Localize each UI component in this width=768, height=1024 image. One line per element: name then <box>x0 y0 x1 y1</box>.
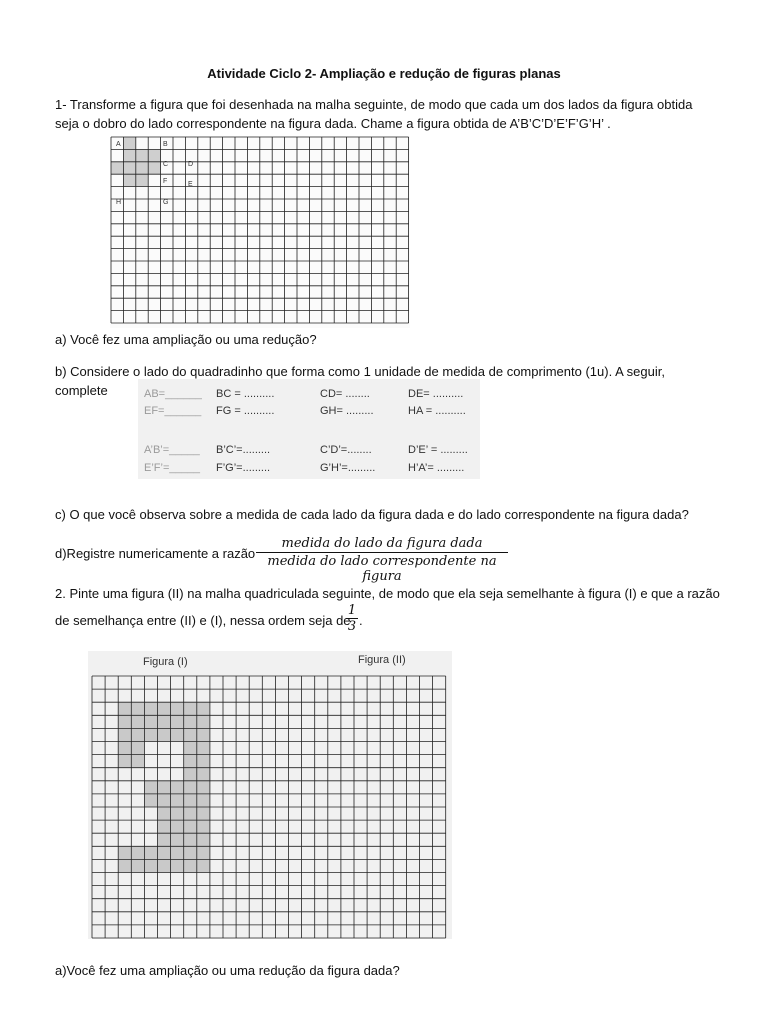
measure-bc: BC = .......... <box>216 388 275 400</box>
q1-text-line1: 1- Transforme a figura que foi desenhada na malha seguinte, de modo que cada um dos lados da figura obtida <box>55 97 693 112</box>
figure-1-cell <box>184 728 197 741</box>
q1-d-prefix: d)Registre numericamente a razão <box>55 546 256 561</box>
figure-1-cell <box>184 794 197 807</box>
figure-1-cell <box>197 715 210 728</box>
figure-1-cell <box>171 807 184 820</box>
measure-ab: AB=______ <box>144 388 202 400</box>
page-title: Atividade Ciclo 2- Ampliação e redução de figuras planas <box>207 66 561 81</box>
q1-c: c) O que você observa sobre a medida de cada lado da figura dada e do lado correspondente na figura dada? <box>55 507 689 522</box>
grid-label-e: E <box>188 181 193 188</box>
figure-1-cell <box>171 794 184 807</box>
figure-1-cell <box>158 859 171 872</box>
figure-1-cell <box>171 833 184 846</box>
figure-1-cell <box>131 859 144 872</box>
figure-1-cell <box>158 702 171 715</box>
figure-1-cell <box>184 833 197 846</box>
figure-1-cell <box>171 715 184 728</box>
grid-label-f: F <box>163 178 168 185</box>
figure-1-label: Figura (I) <box>143 656 188 668</box>
figure-1-cell <box>197 781 210 794</box>
grid-2-svg <box>88 651 452 939</box>
figure-1-cell <box>144 846 157 859</box>
ratio-end: . <box>359 613 363 628</box>
figure-1-cell <box>144 728 157 741</box>
shaded-cell <box>136 174 148 186</box>
figure-1-cell <box>197 794 210 807</box>
figure-1-cell <box>118 742 131 755</box>
figure-1-cell <box>184 807 197 820</box>
figure-1-cell <box>158 820 171 833</box>
figure-1-cell <box>184 768 197 781</box>
grid-label-b: B <box>163 141 168 148</box>
shaded-cell <box>136 162 148 174</box>
figure-2-label: Figura (II) <box>358 654 406 666</box>
figure-1-cell <box>171 702 184 715</box>
figure-1-cell <box>184 846 197 859</box>
ratio-one-third <box>346 603 358 634</box>
grid-label-a: A <box>116 141 121 148</box>
figure-1-cell <box>171 859 184 872</box>
measure-de: DE= .......... <box>408 388 464 400</box>
figure-1-cell <box>184 781 197 794</box>
figure-1-cell <box>131 755 144 768</box>
measure-bc-prime: B’C’=......... <box>216 444 271 456</box>
figure-1-cell <box>197 702 210 715</box>
figure-1-cell <box>158 728 171 741</box>
grid-label-c: C <box>163 161 169 168</box>
figure-1-cell <box>184 859 197 872</box>
grid-label-h: H <box>116 199 122 206</box>
figure-1-cell <box>171 781 184 794</box>
ratio-den: 3 <box>347 619 357 634</box>
measure-cd-prime: C’D’=........ <box>320 444 372 456</box>
ratio-numerator: medida do lado da figura dada <box>281 536 483 551</box>
figure-1-cell <box>118 702 131 715</box>
measure-fg-prime: F’G’=......... <box>216 462 271 474</box>
measure-gh-prime: G’H’=......... <box>320 462 376 474</box>
figure-1-cell <box>171 846 184 859</box>
figure-1-cell <box>184 755 197 768</box>
grid-label-d: D <box>188 161 194 168</box>
figure-1-cell <box>171 820 184 833</box>
grid-1 <box>110 136 410 328</box>
ratio-num: 1 <box>347 603 357 618</box>
figure-1-cell <box>158 833 171 846</box>
q1-b-line1: b) Considere o lado do quadradinho que forma como 1 unidade de medida de comprimento (1u). A seguir, <box>55 364 665 379</box>
shaded-cell <box>123 149 135 161</box>
shaded-cell <box>123 174 135 186</box>
ratio-fraction <box>256 536 508 584</box>
ratio-denominator: medida do lado correspondente na figura <box>267 554 497 584</box>
shaded-cell <box>148 162 160 174</box>
figure-1-cell <box>158 846 171 859</box>
figure-1-cell <box>184 820 197 833</box>
q1-a: a) Você fez uma ampliação ou uma redução? <box>55 332 317 347</box>
figure-1-cell <box>197 833 210 846</box>
measure-ef-prime: E’F’=_____ <box>144 462 200 474</box>
measure-cd: CD= ........ <box>320 388 370 400</box>
figure-1-cell <box>131 715 144 728</box>
shaded-cell <box>123 137 135 149</box>
figure-1-cell <box>118 846 131 859</box>
q2-text-line1: 2. Pinte uma figura (II) na malha quadriculada seguinte, de modo que ela seja semelhante à figura (I) e que a razão <box>55 586 720 601</box>
figure-1-cell <box>197 846 210 859</box>
shaded-cell <box>111 162 123 174</box>
measure-fg: FG = .......... <box>216 405 275 417</box>
q1-text-line2: seja o dobro do lado correspondente na figura dada. Chame a figura obtida de A’B’C’D’E’F’G’H’ . <box>55 116 611 131</box>
figure-1-cell <box>131 702 144 715</box>
figure-1-cell <box>118 715 131 728</box>
figure-1-cell <box>118 859 131 872</box>
figure-1-cell <box>197 728 210 741</box>
figure-1-cell <box>118 755 131 768</box>
figure-1-cell <box>144 859 157 872</box>
measure-ab-prime: A’B’=_____ <box>144 444 200 456</box>
figure-1-cell <box>197 755 210 768</box>
figure-1-cell <box>184 742 197 755</box>
figure-1-cell <box>184 715 197 728</box>
grid-label-g: G <box>163 199 169 206</box>
figure-1-cell <box>144 702 157 715</box>
figure-1-cell <box>158 794 171 807</box>
measure-ef: EF=______ <box>144 405 202 417</box>
measure-gh: GH= ......... <box>320 405 374 417</box>
figure-1-cell <box>131 846 144 859</box>
grid-1-svg <box>110 136 410 328</box>
figure-1-cell <box>158 781 171 794</box>
measure-de-prime: D’E’ = ......... <box>408 444 468 456</box>
figure-1-cell <box>144 794 157 807</box>
figure-1-cell <box>197 807 210 820</box>
shaded-cell <box>136 149 148 161</box>
q2-a: a)Você fez uma ampliação ou uma redução da figura dada? <box>55 963 400 978</box>
shaded-cell <box>148 149 160 161</box>
figure-1-cell <box>158 807 171 820</box>
figure-1-cell <box>118 728 131 741</box>
measure-ha: HA = .......... <box>408 405 466 417</box>
q1-b-line2: complete <box>55 383 108 398</box>
figure-1-cell <box>131 728 144 741</box>
shaded-cell <box>123 162 135 174</box>
figure-1-cell <box>144 715 157 728</box>
figure-1-cell <box>197 742 210 755</box>
figure-1-cell <box>158 715 171 728</box>
figure-1-cell <box>171 728 184 741</box>
measure-ha-prime: H’A’= ......... <box>408 462 465 474</box>
grid-2-area <box>88 651 452 939</box>
figure-1-cell <box>184 702 197 715</box>
fraction-bar <box>256 552 508 553</box>
figure-1-cell <box>197 820 210 833</box>
figure-1-cell <box>131 742 144 755</box>
figure-1-cell <box>197 859 210 872</box>
figure-1-cell <box>197 768 210 781</box>
q2-text-line2: de semelhança entre (II) e (I), nessa ordem seja de <box>55 613 351 628</box>
figure-1-cell <box>144 781 157 794</box>
